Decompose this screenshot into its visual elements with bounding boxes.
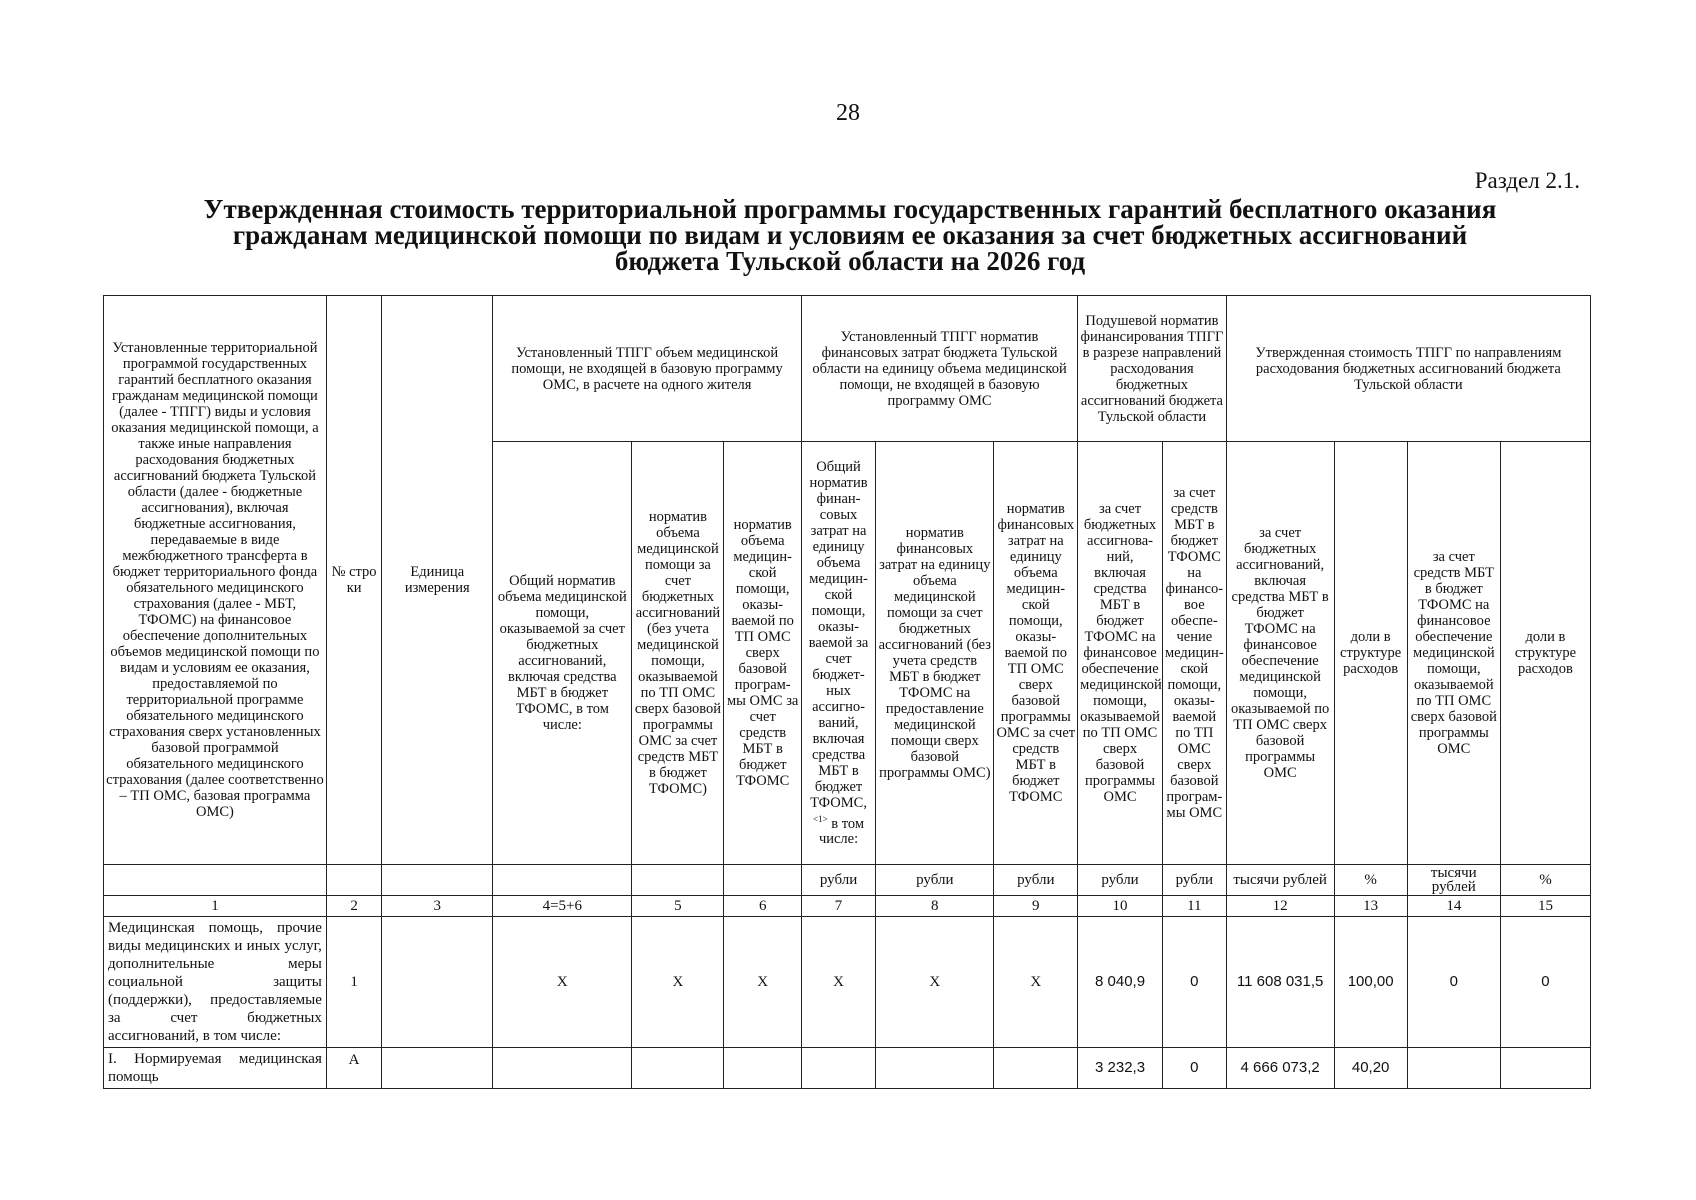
header-col-8: норматив финансовых затрат на единицу объема медицинской помощи за счет бюджетных ассигнований (без учета средств МБТ в бюджет ТФОМС на предоставление медицинской помощи сверх базовой программы ОМС) <box>876 442 994 865</box>
cost-table <box>103 295 1591 1089</box>
column-number: 15 <box>1500 896 1590 917</box>
cell-col-7: Х <box>801 917 875 1048</box>
row-unit <box>382 1048 493 1089</box>
units-row <box>104 865 1591 896</box>
header-col-5: норматив объема медицинской помощи за счет бюджетных ассигнований (без учета медицинской помощи, оказываемой по ТП ОМС сверх базовой программы ОМС за счет средств МБТ в бюджет ТФОМС) <box>632 442 724 865</box>
column-number: 9 <box>994 896 1078 917</box>
column-numbers-row <box>104 896 1591 917</box>
header-col-13: доли в структуре расходов <box>1334 442 1407 865</box>
header-col-10: за счет бюджетных ассигнова- ний, включая средства МБТ в бюджет ТФОМС на финансовое обеспечение медицинской помощи, оказываемой по ТП ОМС сверх базовой программы ОМС <box>1078 442 1163 865</box>
page-number: 28 <box>836 100 860 126</box>
cell-col-4: Х <box>493 917 632 1048</box>
row-description: I. Нормируемая медицинская помощь <box>104 1048 327 1089</box>
title-line: бюджета Тульской области на 2026 год <box>614 246 1086 276</box>
column-number: 7 <box>801 896 875 917</box>
unit-cell: рубли <box>994 865 1078 896</box>
header-row-number: № стро ки <box>326 296 381 865</box>
unit-cell: тысячи рублей <box>1407 865 1500 896</box>
header-col-6: норматив объема медицин- ской помощи, оказы- ваемой по ТП ОМС сверх базовой програм- мы ОМС за счет средств МБТ в бюджет ТФОМС <box>724 442 801 865</box>
cell-col-10: 8 040,9 <box>1078 917 1163 1048</box>
unit-cell <box>632 865 724 896</box>
unit-cell <box>104 865 327 896</box>
cell-col-15 <box>1500 1048 1590 1089</box>
cell-col-14 <box>1407 1048 1500 1089</box>
section-label: Раздел 2.1. <box>1474 168 1580 193</box>
column-number: 11 <box>1162 896 1226 917</box>
unit-cell: рубли <box>801 865 875 896</box>
cell-col-4 <box>493 1048 632 1089</box>
column-number: 6 <box>724 896 801 917</box>
row-unit <box>382 917 493 1048</box>
cell-col-15: 0 <box>1500 917 1590 1048</box>
column-number: 5 <box>632 896 724 917</box>
column-number: 2 <box>326 896 381 917</box>
column-number: 3 <box>382 896 493 917</box>
header-unit: Единица измерения <box>382 296 493 865</box>
title-line: гражданам медицинской помощи по видам и условиям ее оказания за счет бюджетных ассигнований <box>232 220 1468 250</box>
cell-col-9: Х <box>994 917 1078 1048</box>
cell-col-5: Х <box>632 917 724 1048</box>
document-title <box>150 196 1550 274</box>
header-group-per-capita: Подушевой норматив финансирования ТПГГ в разрезе направлений расходования бюджетных ассигнований бюджета Тульской области <box>1078 296 1227 442</box>
unit-cell: тысячи рублей <box>1226 865 1334 896</box>
cell-col-10: 3 232,3 <box>1078 1048 1163 1089</box>
cell-col-9 <box>994 1048 1078 1089</box>
column-number: 8 <box>876 896 994 917</box>
cell-col-12: 4 666 073,2 <box>1226 1048 1334 1089</box>
cell-col-13: 40,20 <box>1334 1048 1407 1089</box>
unit-cell: рубли <box>1078 865 1163 896</box>
column-number: 13 <box>1334 896 1407 917</box>
table-row <box>104 1048 1591 1089</box>
header-col-15: доли в структуре расходов <box>1500 442 1590 865</box>
header-col-4: Общий норматив объема медицинской помощи, оказываемой за счет бюджетных ассигнований, включая средства МБТ в бюджет ТФОМС, в том числе: <box>493 442 632 865</box>
cell-col-13: 100,00 <box>1334 917 1407 1048</box>
cell-col-8 <box>876 1048 994 1089</box>
row-description: Медицинская помощь, прочие виды медицинских и иных услуг, дополнительные меры социальной защиты (поддержки), предоставляемые за счет бюджетных ассигнований, в том числе: <box>104 917 327 1048</box>
column-number: 1 <box>104 896 327 917</box>
unit-cell: рубли <box>876 865 994 896</box>
cell-col-11: 0 <box>1162 917 1226 1048</box>
column-number: 4=5+6 <box>493 896 632 917</box>
column-number: 10 <box>1078 896 1163 917</box>
footnote-marker: <1> <box>813 813 828 824</box>
unit-cell <box>724 865 801 896</box>
row-code: 1 <box>326 917 381 1048</box>
unit-cell <box>326 865 381 896</box>
table-row <box>104 917 1591 1048</box>
cell-col-11: 0 <box>1162 1048 1226 1089</box>
header-group-cost-norm: Установленный ТПГГ норматив финансовых затрат бюджета Тульской области на единицу объема медицинской помощи, не входящей в базовую программу ОМС <box>801 296 1077 442</box>
header-group-volume: Установленный ТПГГ объем медицинской помощи, не входящей в базовую программу ОМС, в расчете на одного жителя <box>493 296 802 442</box>
cell-col-6: Х <box>724 917 801 1048</box>
header-type-of-care: Установленные территориальной программой государственных гарантий бесплатного оказания гражданам медицинской помощи (далее - ТПГГ) виды и условия оказания медицинской помощи, а также иные направления расходования бюджетных ассигнований бюджета Тульской области (далее - бюджетные ассигнования), включая бюджетные ассигнования, передаваемые в виде межбюджетного трансферта в бюджет территориального фонда обязательного медицинского страхования (далее - МБТ, ТФОМС) на финансовое обеспечение дополнительных объемов медицинской помощи по видам и условиям ее оказания, предоставляемой по территориальной программе обязательного медицинского страхования сверх установленных базовой программой обязательного медицинского страхования (далее соответственно – ТП ОМС, базовая программа ОМС) <box>104 296 327 865</box>
unit-cell <box>493 865 632 896</box>
cell-col-5 <box>632 1048 724 1089</box>
cell-col-12: 11 608 031,5 <box>1226 917 1334 1048</box>
cell-col-14: 0 <box>1407 917 1500 1048</box>
header-col-7 <box>801 442 875 865</box>
column-number: 14 <box>1407 896 1500 917</box>
header-col-7-text: Общий норматив финан- совых затрат на единицу объема медицин- ской помощи, оказы- ваемой за счет бюджет- ных ассигно- ваний, включая средства МБТ в бюджет ТФОМС, <box>808 458 869 811</box>
header-group-approved-cost: Утвержденная стоимость ТПГГ по направлениям расходования бюджетных ассигнований бюджета Тульской области <box>1226 296 1590 442</box>
cell-col-6 <box>724 1048 801 1089</box>
unit-cell: рубли <box>1162 865 1226 896</box>
unit-cell: % <box>1334 865 1407 896</box>
cell-col-8: Х <box>876 917 994 1048</box>
header-col-7-tail: в том числе: <box>818 815 865 848</box>
header-col-11: за счет средств МБТ в бюджет ТФОМС на финансо- вое обеспе- чение медицин- ской помощи, оказы- ваемой по ТП ОМС сверх базовой програм- мы ОМС <box>1162 442 1226 865</box>
header-col-9: норматив финансовых затрат на единицу объема медицин- ской помощи, оказы- ваемой по ТП ОМС сверх базовой программы ОМС за счет средств МБТ в бюджет ТФОМС <box>994 442 1078 865</box>
column-number: 12 <box>1226 896 1334 917</box>
header-col-12: за счет бюджетных ассигнований, включая средства МБТ в бюджет ТФОМС на финансовое обеспечение медицинской помощи, оказываемой по ТП ОМС сверх базовой программы ОМС <box>1226 442 1334 865</box>
unit-cell: % <box>1500 865 1590 896</box>
row-code: А <box>326 1048 381 1089</box>
unit-cell <box>382 865 493 896</box>
title-line: Утвержденная стоимость территориальной программы государственных гарантий бесплатного оказания <box>203 194 1497 224</box>
header-row-groups <box>104 296 1591 442</box>
cell-col-7 <box>801 1048 875 1089</box>
header-col-14: за счет средств МБТ в бюджет ТФОМС на финансовое обеспечение медицинской помощи, оказываемой по ТП ОМС сверх базовой программы ОМС <box>1407 442 1500 865</box>
